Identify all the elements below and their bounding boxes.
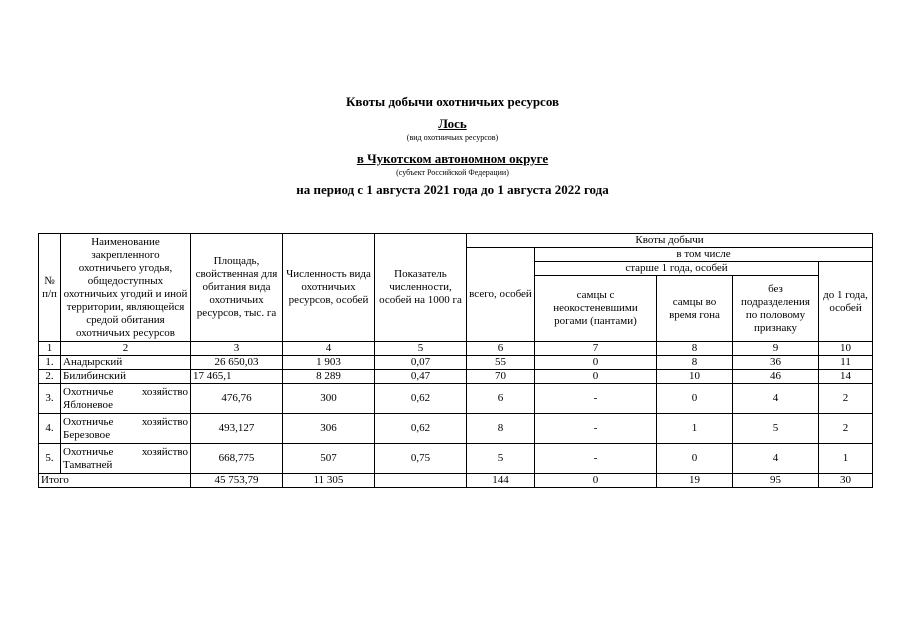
row-num: 2.	[39, 370, 61, 384]
row-population: 306	[283, 414, 375, 444]
table-row	[39, 444, 873, 474]
column-number-row	[39, 342, 873, 356]
totals-no-sex: 95	[733, 474, 819, 488]
row-name: Охотничье хозяйство Тамватней	[61, 444, 191, 474]
header-population: Численность вида охотничьих ресурсов, особей	[283, 234, 375, 342]
header-hunting-ground: Наименование закрепленного охотничьего угодья, общедоступных охотничьих угодий и иной территории, являющейся средой обитания охотничьих ресурсов	[61, 234, 191, 342]
species-name: Лось	[438, 116, 467, 131]
col-number: 3	[191, 342, 283, 356]
region-caption: (субъект Российской Федерации)	[396, 168, 509, 177]
row-no-sex: 4	[733, 384, 819, 414]
row-name: Билибинский	[61, 370, 191, 384]
col-number: 4	[283, 342, 375, 356]
document-title: Квоты добычи охотничьих ресурсов	[345, 94, 560, 109]
totals-total: 144	[467, 474, 535, 488]
row-under1: 1	[819, 444, 873, 474]
row-density: 0,75	[375, 444, 467, 474]
col-number: 1	[39, 342, 61, 356]
table-row	[39, 356, 873, 370]
col-number: 6	[467, 342, 535, 356]
header-no-sex-division: без подразделения по половому признаку	[733, 276, 819, 342]
totals-label: Итого	[39, 474, 191, 488]
totals-males-velvet: 0	[535, 474, 657, 488]
row-no-sex: 46	[733, 370, 819, 384]
row-males-velvet: -	[535, 384, 657, 414]
row-males-rut: 8	[657, 356, 733, 370]
header-density: Показатель численности, особей на 1000 га	[375, 234, 467, 342]
row-total: 8	[467, 414, 535, 444]
row-total: 55	[467, 356, 535, 370]
col-number: 9	[733, 342, 819, 356]
totals-area: 45 753,79	[191, 474, 283, 488]
header-total: всего, особей	[467, 248, 535, 342]
row-name: Охотничье хозяйство Березовое	[61, 414, 191, 444]
row-name: Анадырский	[61, 356, 191, 370]
col-number: 10	[819, 342, 873, 356]
row-num: 4.	[39, 414, 61, 444]
row-males-velvet: -	[535, 414, 657, 444]
table-row	[39, 414, 873, 444]
table-row	[39, 370, 873, 384]
header-males-velvet: самцы с неокостеневшими рогами (пантами)	[535, 276, 657, 342]
row-total: 5	[467, 444, 535, 474]
row-name: Охотничье хозяйство Яблоневое	[61, 384, 191, 414]
row-under1: 2	[819, 414, 873, 444]
row-num: 1.	[39, 356, 61, 370]
row-no-sex: 5	[733, 414, 819, 444]
col-number: 7	[535, 342, 657, 356]
header-including: в том числе	[535, 248, 873, 262]
totals-row	[39, 474, 873, 488]
row-males-rut: 0	[657, 444, 733, 474]
row-area: 493,127	[191, 414, 283, 444]
row-total: 70	[467, 370, 535, 384]
col-number: 5	[375, 342, 467, 356]
row-density: 0,47	[375, 370, 467, 384]
header-quotas: Квоты добычи	[467, 234, 873, 248]
totals-density	[375, 474, 467, 488]
row-area: 668,775	[191, 444, 283, 474]
row-males-rut: 10	[657, 370, 733, 384]
row-population: 507	[283, 444, 375, 474]
header-older-than-1: старше 1 года, особей	[535, 262, 819, 276]
row-area: 476,76	[191, 384, 283, 414]
totals-population: 11 305	[283, 474, 375, 488]
row-under1: 14	[819, 370, 873, 384]
totals-males-rut: 19	[657, 474, 733, 488]
header-males-rut: самцы во время гона	[657, 276, 733, 342]
header-under-1: до 1 года, особей	[819, 262, 873, 342]
row-males-velvet: -	[535, 444, 657, 474]
totals-under1: 30	[819, 474, 873, 488]
row-density: 0,62	[375, 414, 467, 444]
row-num: 5.	[39, 444, 61, 474]
row-under1: 11	[819, 356, 873, 370]
table-row	[39, 384, 873, 414]
row-density: 0,07	[375, 356, 467, 370]
col-number: 8	[657, 342, 733, 356]
header-num: № п/п	[39, 234, 61, 342]
row-males-velvet: 0	[535, 370, 657, 384]
header-area: Площадь, свойственная для обитания вида охотничьих ресурсов, тыс. га	[191, 234, 283, 342]
row-no-sex: 36	[733, 356, 819, 370]
row-males-rut: 0	[657, 384, 733, 414]
row-males-rut: 1	[657, 414, 733, 444]
row-under1: 2	[819, 384, 873, 414]
row-population: 1 903	[283, 356, 375, 370]
quota-table	[38, 233, 873, 488]
species-caption: (вид охотничьих ресурсов)	[406, 133, 499, 142]
row-num: 3.	[39, 384, 61, 414]
col-number: 2	[61, 342, 191, 356]
row-area: 17 465,1	[191, 370, 283, 384]
region-name: в Чукотском автономном округе	[356, 151, 549, 166]
row-males-velvet: 0	[535, 356, 657, 370]
row-total: 6	[467, 384, 535, 414]
period-title: на период с 1 августа 2021 года до 1 августа 2022 года	[296, 182, 609, 197]
row-density: 0,62	[375, 384, 467, 414]
row-area: 26 650,03	[191, 356, 283, 370]
row-population: 300	[283, 384, 375, 414]
row-no-sex: 4	[733, 444, 819, 474]
row-population: 8 289	[283, 370, 375, 384]
